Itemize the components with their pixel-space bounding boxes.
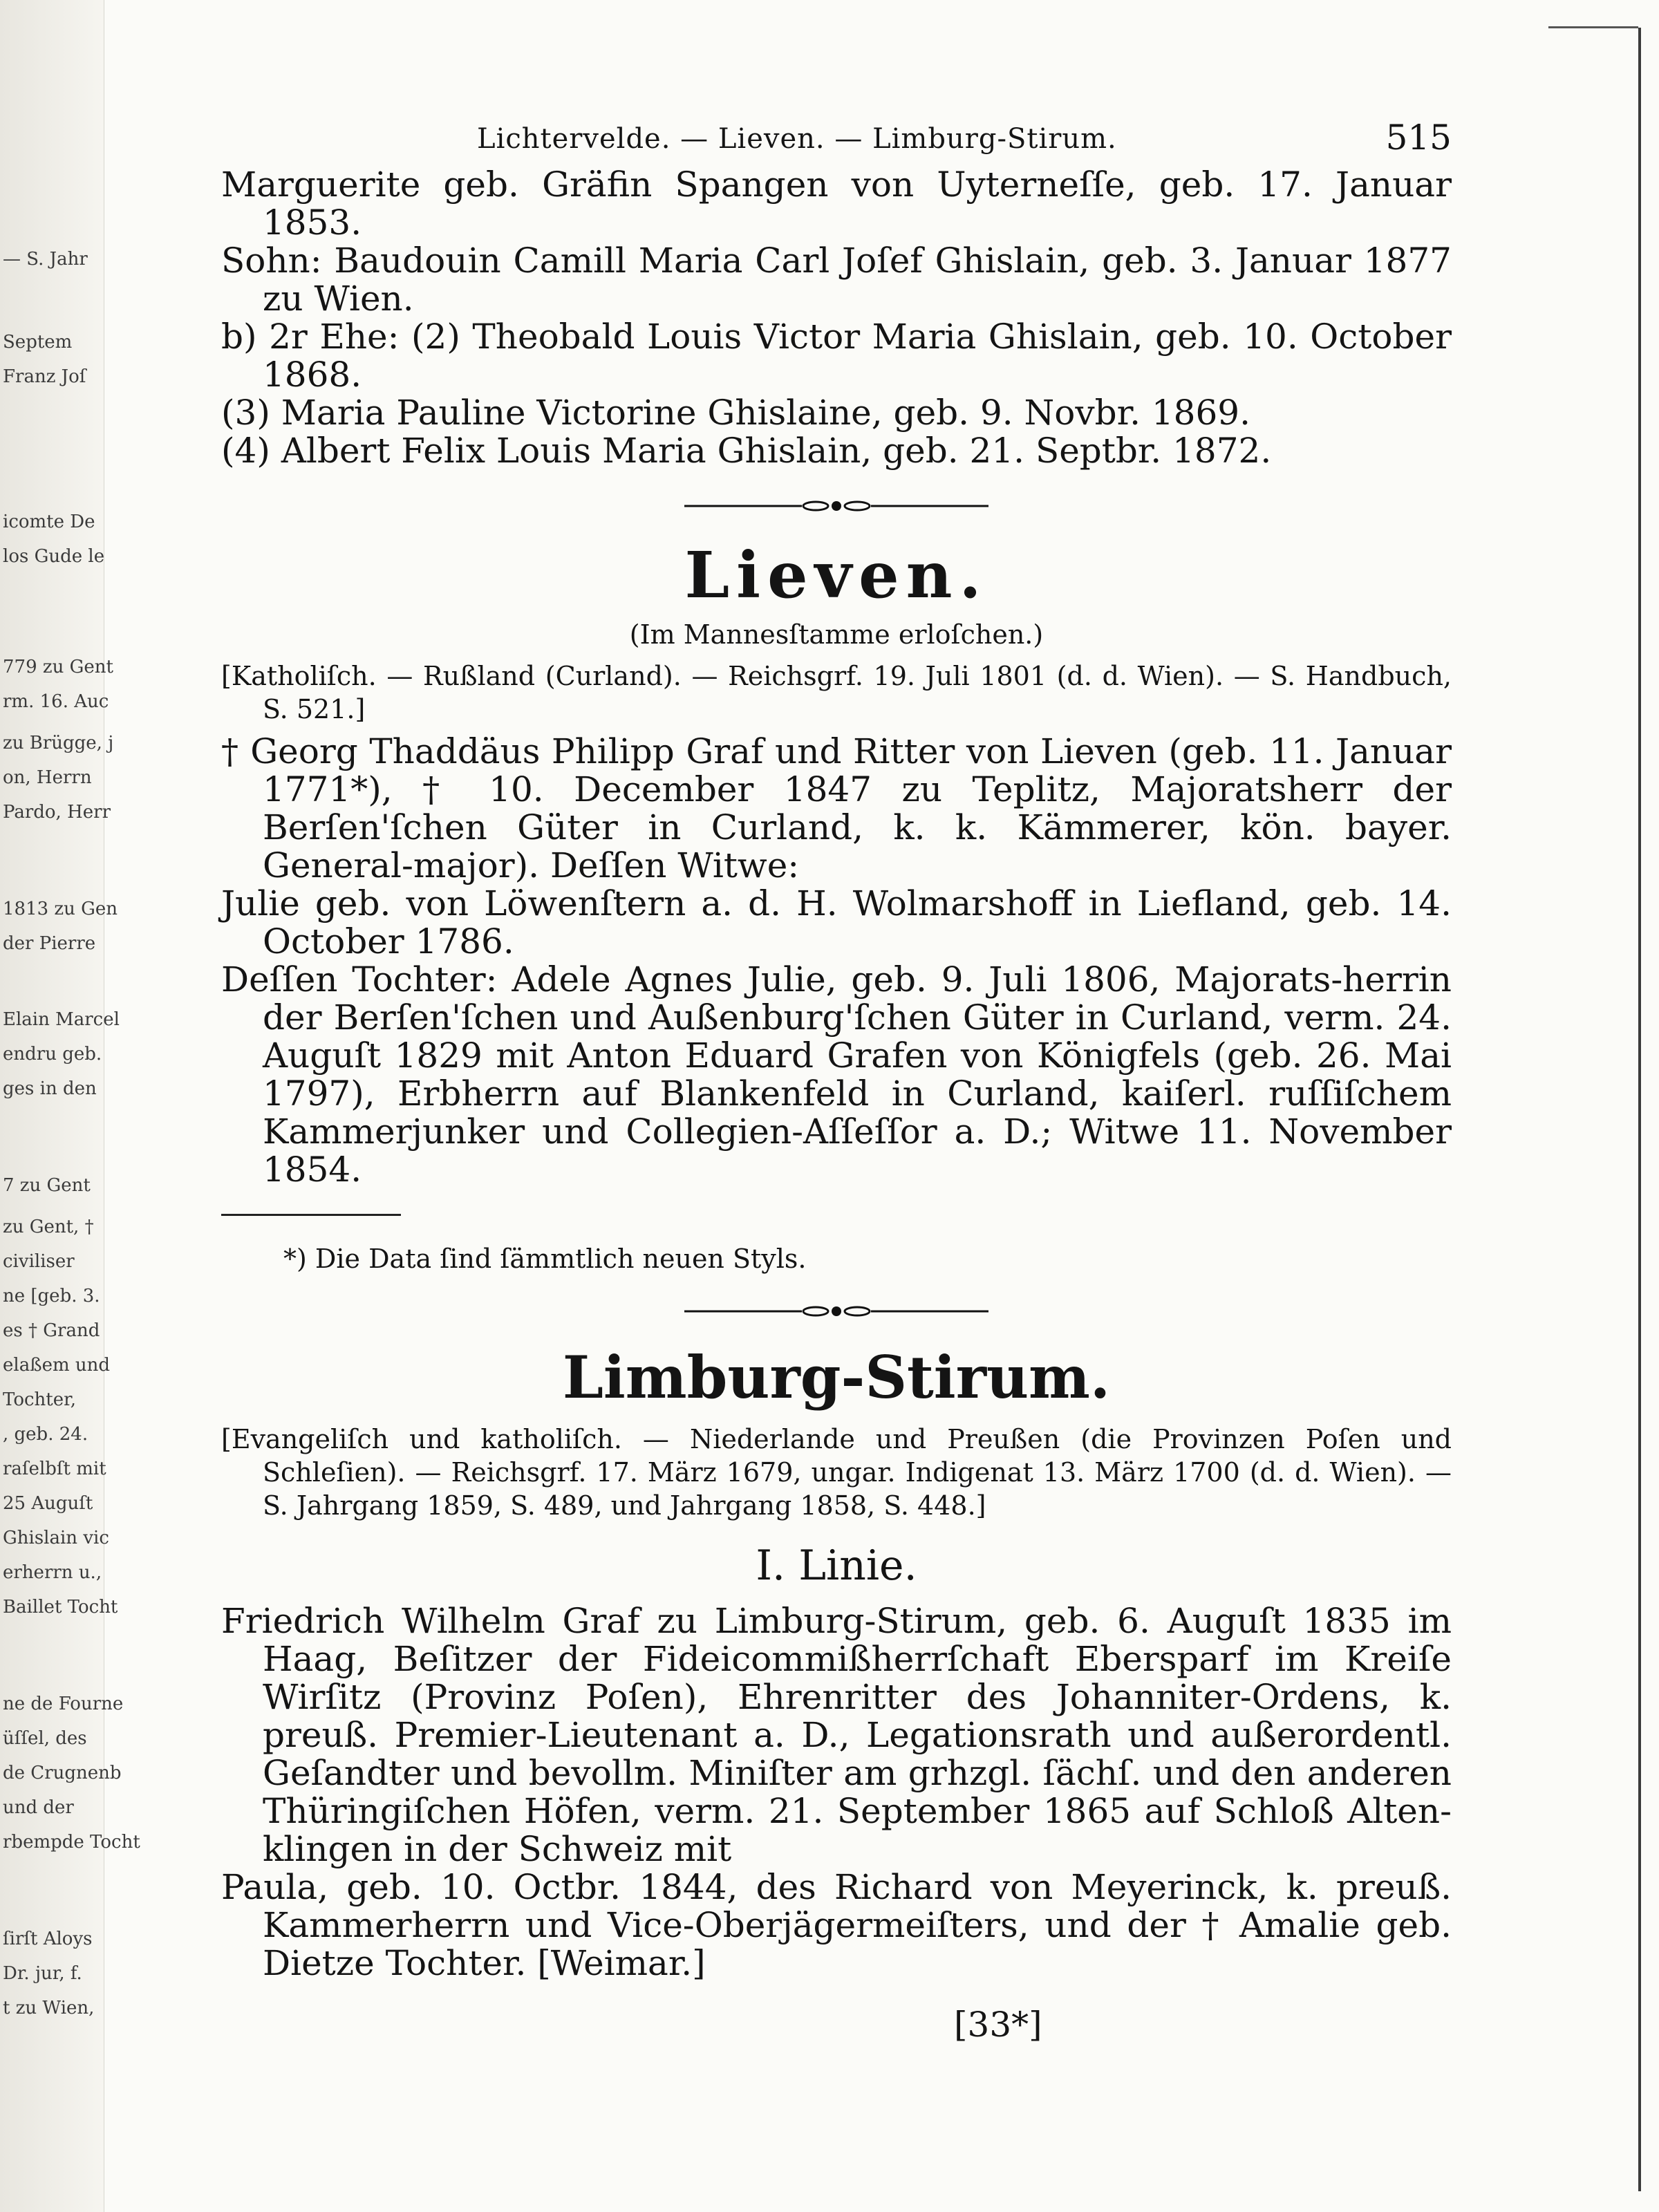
margin-fragment: Dr. jur, f. [3,1963,82,1984]
entry-paragraph: Friedrich Wilhelm Graf zu Limburg-Stirum, geb. 6. Auguſt 1835 im Haag, Beſitzer der Fideicommißherrſchaft Ebersparf im Kreiſe Wirſitz (Provinz Poſen), Ehrenritter des Johanniter-Ordens, k. preuß. Premier-Lieutenant a. D., Legationsrath und außerordentl. Geſandter und bevollm. Miniſter am grhzgl. ſächſ. und den anderen Thüringiſchen Höfen, verm. 21. September 1865 auf Schloß Alten-klingen in der Schweiz mit [221,1601,1452,1869]
entry-paragraph: † Georg Thaddäus Philipp Graf und Ritter von Lieven (geb. 11. Januar 1771*), † 10. December 1847 zu Teplitz, Majoratsherr der Berſen'ſchen Güter in Curland, k. k. Kämmerer, kön. bayer. General-major). Deſſen Witwe: [221,731,1452,885]
footnote-rule [221,1214,401,1216]
margin-fragment: zu Brügge, j [3,733,114,753]
section-limburg-stirum [221,1343,1452,1983]
margin-fragment: on, Herrn [3,767,92,788]
page-number: 515 [1385,118,1452,158]
margin-fragment: erherrn u., [3,1562,102,1583]
margin-fragment: icomte De [3,512,95,532]
margin-fragment: Franz Joſ [3,366,86,387]
margin-fragment: Baillet Tocht [3,1597,118,1618]
margin-fragment: ges in den [3,1078,97,1099]
running-head-title: Lichtervelde. — Lieven. — Limburg-Stirum. [477,123,1117,155]
margin-fragment: rm. 16. Auc [3,691,109,712]
page-edge-right [1638,28,1641,2191]
entry-line: (4) Albert Felix Louis Maria Ghislain, geb. 21. Septbr. 1872. [221,431,1272,471]
margin-fragment: , geb. 24. [3,1424,88,1445]
entry-line: Marguerite geb. Gräfin Spangen von Uyterneſſe, geb. 17. Januar 1853. [221,165,1452,243]
section-lichtervelde-continuation [221,166,1452,470]
margin-fragment: de Crugnenb [3,1763,122,1783]
margin-fragment: Pardo, Herr [3,802,111,823]
margin-fragment: los Gude le [3,546,105,567]
margin-fragment: 779 zu Gent [3,657,113,677]
margin-fragment: der Pierre [3,933,96,954]
entry-line: b) 2r Ehe: (2) Theobald Louis Victor Maria Ghislain, geb. 10. October 1868. [221,317,1452,395]
margin-fragment: es † Grand [3,1320,100,1341]
running-head [221,118,1452,166]
margin-fragment: 7 zu Gent [3,1175,91,1196]
margin-fragment: civiliser [3,1251,75,1272]
page-body [221,118,1452,1983]
family-subtitle: (Im Mannesſtamme erloſchen.) [629,619,1044,650]
ornament-divider [221,498,1452,518]
margin-fragment: elaßem und [3,1355,111,1376]
margin-fragment: — S. Jahr [3,249,88,270]
left-margin-bleed [0,0,140,2212]
margin-fragment: ne [geb. 3. [3,1286,100,1306]
margin-fragment: ne de Fourne [3,1694,124,1714]
family-heading-lieven: Lieven. [684,538,988,612]
margin-fragment: zu Gent, † [3,1217,94,1237]
margin-fragment: Tochter, [3,1389,76,1410]
page-edge-top [1548,26,1638,28]
margin-fragment: raſelbſt mit [3,1459,106,1479]
entry-line: Sohn: Baudouin Camill Maria Carl Joſef Ghislain, geb. 3. Januar 1877 zu Wien. [221,241,1452,319]
margin-fragment: 25 Auguſt [3,1493,93,1514]
ornament-rule-icon [684,1303,988,1320]
line-heading: I. Linie. [756,1541,917,1590]
margin-fragment: Septem [3,332,73,353]
margin-fragment: Ghislain vic [3,1528,109,1548]
ornament-rule-icon [684,498,988,514]
entry-paragraph: Julie geb. von Löwenſtern a. d. H. Wolmarshoff in Liefland, geb. 14. October 1786. [221,883,1452,962]
margin-fragment: 1813 zu Gen [3,899,118,919]
signature-mark: [33*] [954,2005,1042,2045]
section-lieven [221,538,1452,1275]
family-meta: [Evangeliſch und katholiſch. — Niederlande und Preußen (die Provinzen Poſen und Schleſien). — Reichsgrf. 17. März 1679, ungar. Indigenat 13. März 1700 (d. d. Wien). — S. Jahrgang 1859, S. 489, und Jahrgang 1858, S. 448.] [221,1424,1452,1521]
margin-fragment: Elain Marcel [3,1009,120,1030]
margin-fragment: t zu Wien, [3,1998,95,2018]
margin-fragment: üſſel, des [3,1728,87,1749]
margin-fragment: endru geb. [3,1044,102,1065]
entry-line: (3) Maria Pauline Victorine Ghislaine, geb. 9. Novbr. 1869. [221,393,1250,433]
footnote: *) Die Data ſind ſämmtlich neuen Styls. [283,1244,807,1274]
entry-paragraph: Paula, geb. 10. Octbr. 1844, des Richard von Meyerinck, k. preuß. Kammerherrn und Vice-Oberjägermeiſters, und der † Amalie geb. Dietze Tochter. [Weimar.] [221,1867,1452,1983]
entry-paragraph: Deſſen Tochter: Adele Agnes Julie, geb. 9. Juli 1806, Majorats-herrin der Berſen'ſchen und Außenburg'ſchen Güter in Curland, verm. 24. Auguſt 1829 mit Anton Eduard Grafen von Königfels (geb. 26. Mai 1797), Erbherrn auf Blankenfeld in Curland, kaiſerl. ruſſiſchem Kammerjunker und Collegien-Aſſeſſor a. D.; Witwe 11. November 1854. [221,959,1452,1190]
margin-fragment: rbempde Tocht [3,1832,140,1853]
margin-fragment: und der [3,1797,74,1818]
family-meta: [Katholiſch. — Rußland (Curland). — Reichsgrf. 19. Juli 1801 (d. d. Wien). — S. Handbuch, S. 521.] [221,661,1452,724]
family-heading-limburg-stirum: Limburg-Stirum. [562,1343,1111,1412]
ornament-divider [221,1303,1452,1324]
margin-fragment: ſirſt Aloys [3,1929,93,1949]
